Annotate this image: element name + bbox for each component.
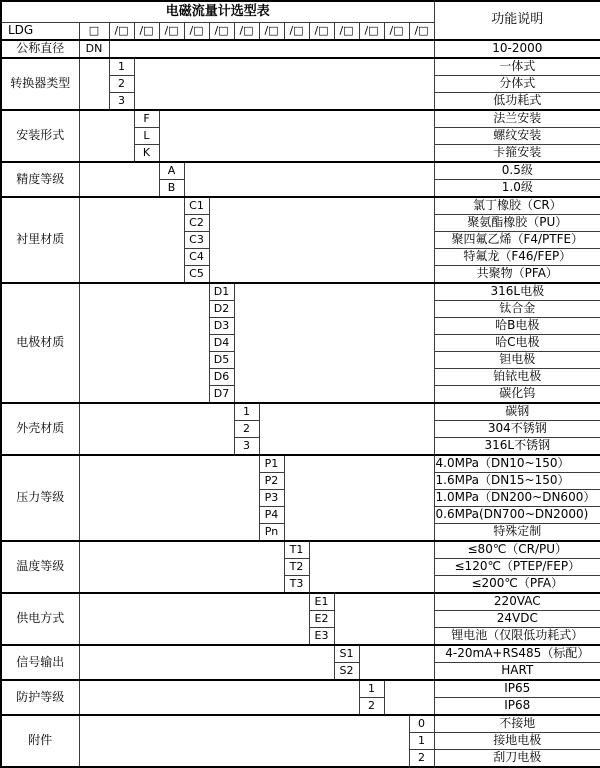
function-cell: 316L电极 [434, 283, 600, 301]
function-cell: 低功耗式 [434, 92, 600, 110]
spacer-cell [79, 197, 184, 283]
code-box-cell: □ [79, 22, 109, 40]
code-box-cell: /□ [234, 22, 259, 40]
spacer-cell [184, 162, 434, 197]
model-prefix-cell: LDG [1, 22, 79, 40]
code-cell: A [159, 162, 184, 180]
function-cell: 螺纹安装 [434, 127, 600, 144]
code-box-cell: /□ [259, 22, 284, 40]
function-cell: 10-2000 [434, 40, 600, 58]
function-cell: 聚氨酯橡胶（PU） [434, 214, 600, 231]
category-label: 转换器类型 [1, 58, 79, 110]
code-box-cell: /□ [384, 22, 409, 40]
category-label: 附件 [1, 715, 79, 767]
code-cell: E1 [309, 593, 334, 611]
code-box-cell: /□ [284, 22, 309, 40]
function-cell: 1.6MPa（DN15~150） [434, 472, 600, 489]
spacer-cell [79, 541, 284, 593]
code-cell: L [134, 127, 159, 144]
function-cell: 220VAC [434, 593, 600, 611]
spacer-cell [159, 110, 434, 162]
code-cell: 1 [109, 58, 134, 76]
function-cell: 钽电极 [434, 351, 600, 368]
code-box-cell: /□ [334, 22, 359, 40]
function-cell: 316L不锈钢 [434, 437, 600, 455]
code-cell: T2 [284, 558, 309, 575]
code-box-cell: /□ [359, 22, 384, 40]
code-cell: B [159, 179, 184, 197]
code-box-cell: /□ [409, 22, 434, 40]
function-cell: ≤80℃（CR/PU） [434, 541, 600, 559]
spacer-cell [79, 403, 234, 455]
function-cell: 碳钢 [434, 403, 600, 421]
function-cell: 4-20mA+RS485（标配） [434, 645, 600, 663]
code-cell: P4 [259, 506, 284, 523]
function-cell: 碳化钨 [434, 385, 600, 403]
code-box-cell: /□ [109, 22, 134, 40]
spacer-cell [79, 110, 134, 162]
category-label: 外壳材质 [1, 403, 79, 455]
function-cell: 0.6MPa(DN700~DN2000) [434, 506, 600, 523]
code-cell: C1 [184, 197, 209, 215]
spacer-cell [79, 58, 109, 110]
function-cell: HART [434, 662, 600, 680]
function-cell: ≤200℃（PFA） [434, 575, 600, 593]
function-cell: 4.0MPa（DN10~150） [434, 455, 600, 473]
code-cell: 2 [109, 75, 134, 92]
function-cell: 锂电池（仅限低功耗式） [434, 627, 600, 645]
function-cell: 1.0级 [434, 179, 600, 197]
category-label: 压力等级 [1, 455, 79, 541]
function-cell: 铂铱电极 [434, 368, 600, 385]
spacer-cell [79, 283, 209, 403]
code-box-cell: /□ [134, 22, 159, 40]
code-cell: S2 [334, 662, 359, 680]
function-cell: 304不锈钢 [434, 420, 600, 437]
function-cell: 哈B电极 [434, 317, 600, 334]
code-box-cell: /□ [209, 22, 234, 40]
spacer-cell [284, 455, 434, 541]
function-cell: ≤120℃（PTEP/FEP） [434, 558, 600, 575]
code-cell: D7 [209, 385, 234, 403]
code-cell: Pn [259, 523, 284, 541]
function-cell: IP65 [434, 680, 600, 698]
spacer-cell [134, 58, 434, 110]
code-cell: F [134, 110, 159, 128]
code-cell: C4 [184, 248, 209, 265]
code-cell: D3 [209, 317, 234, 334]
spacer-cell [79, 455, 259, 541]
code-cell: DN [79, 40, 109, 58]
code-cell: S1 [334, 645, 359, 663]
spacer-cell [309, 541, 434, 593]
spacer-cell [334, 593, 434, 645]
function-cell: IP68 [434, 697, 600, 715]
code-cell: T1 [284, 541, 309, 559]
code-cell: E3 [309, 627, 334, 645]
code-cell: P1 [259, 455, 284, 473]
code-cell: P3 [259, 489, 284, 506]
category-label: 电极材质 [1, 283, 79, 403]
function-cell: 法兰安装 [434, 110, 600, 128]
category-label: 精度等级 [1, 162, 79, 197]
code-cell: 1 [359, 680, 384, 698]
code-box-cell: /□ [309, 22, 334, 40]
category-label: 供电方式 [1, 593, 79, 645]
function-cell: 聚四氟乙烯（F4/PTFE） [434, 231, 600, 248]
function-cell: 0.5级 [434, 162, 600, 180]
code-cell: 2 [359, 697, 384, 715]
spacer-cell [79, 680, 359, 715]
function-cell: 特殊定制 [434, 523, 600, 541]
code-cell: D5 [209, 351, 234, 368]
function-cell: 共聚物（PFA） [434, 265, 600, 283]
function-cell: 卡箍安装 [434, 144, 600, 162]
code-cell: 1 [409, 732, 434, 749]
spacer-cell [259, 403, 434, 455]
code-cell: 3 [234, 437, 259, 455]
category-label: 温度等级 [1, 541, 79, 593]
category-label: 公称直径 [1, 40, 79, 58]
code-cell: 2 [409, 749, 434, 767]
code-cell: 1 [234, 403, 259, 421]
code-cell: C2 [184, 214, 209, 231]
code-cell: D2 [209, 300, 234, 317]
code-cell: D6 [209, 368, 234, 385]
function-cell: 氯丁橡胶（CR） [434, 197, 600, 215]
code-box-cell: /□ [184, 22, 209, 40]
spacer-cell [209, 197, 434, 283]
table-title: 电磁流量计选型表 [1, 1, 434, 22]
spacer-cell [359, 645, 434, 680]
function-cell: 钛合金 [434, 300, 600, 317]
code-cell: 0 [409, 715, 434, 733]
code-cell: K [134, 144, 159, 162]
function-cell: 特氟龙（F46/FEP） [434, 248, 600, 265]
spacer-cell [79, 162, 159, 197]
category-label: 防护等级 [1, 680, 79, 715]
function-cell: 24VDC [434, 610, 600, 627]
code-cell: D4 [209, 334, 234, 351]
spacer-cell [79, 593, 309, 645]
function-cell: 分体式 [434, 75, 600, 92]
spacer-cell [109, 40, 434, 58]
code-cell: C3 [184, 231, 209, 248]
code-cell: T3 [284, 575, 309, 593]
function-cell: 哈C电极 [434, 334, 600, 351]
category-label: 衬里材质 [1, 197, 79, 283]
function-cell: 一体式 [434, 58, 600, 76]
code-cell: D1 [209, 283, 234, 301]
spacer-cell [384, 680, 434, 715]
spacer-cell [234, 283, 434, 403]
spacer-cell [79, 645, 334, 680]
code-cell: 3 [109, 92, 134, 110]
category-label: 信号输出 [1, 645, 79, 680]
code-box-cell: /□ [159, 22, 184, 40]
function-cell: 1.0MPa（DN200~DN600） [434, 489, 600, 506]
function-column-header: 功能说明 [434, 1, 600, 40]
spacer-cell [79, 715, 409, 767]
code-cell: P2 [259, 472, 284, 489]
code-cell: E2 [309, 610, 334, 627]
function-cell: 接地电极 [434, 732, 600, 749]
function-cell: 刮刀电极 [434, 749, 600, 767]
code-cell: C5 [184, 265, 209, 283]
function-cell: 不接地 [434, 715, 600, 733]
code-cell: 2 [234, 420, 259, 437]
category-label: 安装形式 [1, 110, 79, 162]
